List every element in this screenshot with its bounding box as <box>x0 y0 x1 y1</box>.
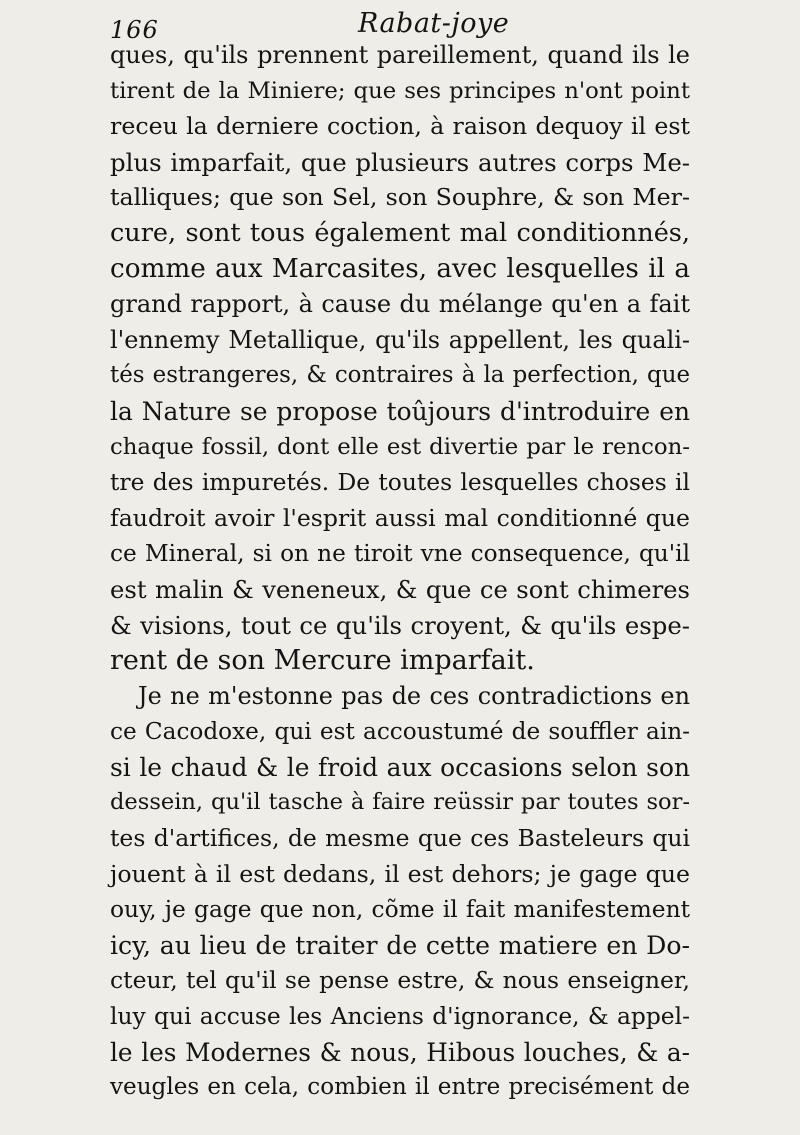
text-line: veugles en cela, combien il entre precisément de <box>110 1074 690 1101</box>
text-line: tirent de la Miniere; que ses principes n'ont point <box>110 77 690 104</box>
text-line: ce Cacodoxe, qui est accoustumé de souffler ain- <box>110 718 690 746</box>
text-line: cure, sont tous également mal conditionnés, <box>110 217 690 248</box>
text-line: est malin & veneneux, & que ce sont chimeres <box>110 574 690 604</box>
text-line: icy, au lieu de traiter de cette matiere en Do- <box>110 930 690 960</box>
text-line: tes d'artifices, de mesme que ces Basteleurs qui <box>110 824 690 853</box>
text-line: tés estrangeres, & contraires à la perfection, que <box>110 362 690 389</box>
text-line: comme aux Marcasites, avec lesquelles il a <box>110 253 690 284</box>
running-head: Rabat-joye <box>358 8 510 39</box>
text-line: plus imparfait, que plusieurs autres corps Me- <box>110 147 690 177</box>
page-number: 166 <box>110 16 159 44</box>
text-line: grand rapport, à cause du mélange qu'en a fait <box>110 290 690 319</box>
text-line: la Nature se propose toûjours d'introduire en <box>110 396 690 426</box>
paragraph <box>110 679 690 1106</box>
text-line: & visions, tout ce qu'ils croyent, & qu'ils espe- <box>110 610 690 640</box>
paragraph <box>110 38 690 679</box>
text-line: si le chaud & le froid aux occasions selon son <box>110 752 690 782</box>
text-line: dessein, qu'il tasche à faire reüssir par toutes sor- <box>110 789 690 816</box>
page-header <box>110 6 690 44</box>
text-line: ce Mineral, si on ne tiroit vne consequence, qu'il <box>110 540 690 568</box>
text-line: receu la derniere coction, à raison dequoy il est <box>110 112 690 141</box>
text-line: le les Modernes & nous, Hibous louches, & a- <box>110 1037 690 1067</box>
text-line: tre des impuretés. De toutes lesquelles choses il <box>110 468 690 497</box>
text-line: chaque fossil, dont elle est divertie par le rencon- <box>110 433 690 460</box>
text-line: rent de son Mercure imparfait. <box>110 645 535 677</box>
text-line: Je ne m'estonne pas de ces contradictions en <box>138 681 690 710</box>
text-line: talliques; que son Sel, son Souphre, & son Mer- <box>110 183 690 212</box>
text-line: cteur, tel qu'il se pense estre, & nous enseigner, <box>110 966 690 995</box>
text-line: ques, qu'ils prennent pareillement, quand ils le <box>110 41 690 69</box>
text-line: ouy, je gage que non, cõme il fait manifestement <box>110 895 690 924</box>
text-line: luy qui accuse les Anciens d'ignorance, & appel- <box>110 1002 690 1031</box>
text-line: faudroit avoir l'esprit aussi mal conditionné que <box>110 503 690 532</box>
body-text <box>110 38 690 1106</box>
text-line: l'ennemy Metallique, qu'ils appellent, les quali- <box>110 325 690 354</box>
text-line: jouent à il est dedans, il est dehors; je gage que <box>110 859 690 888</box>
